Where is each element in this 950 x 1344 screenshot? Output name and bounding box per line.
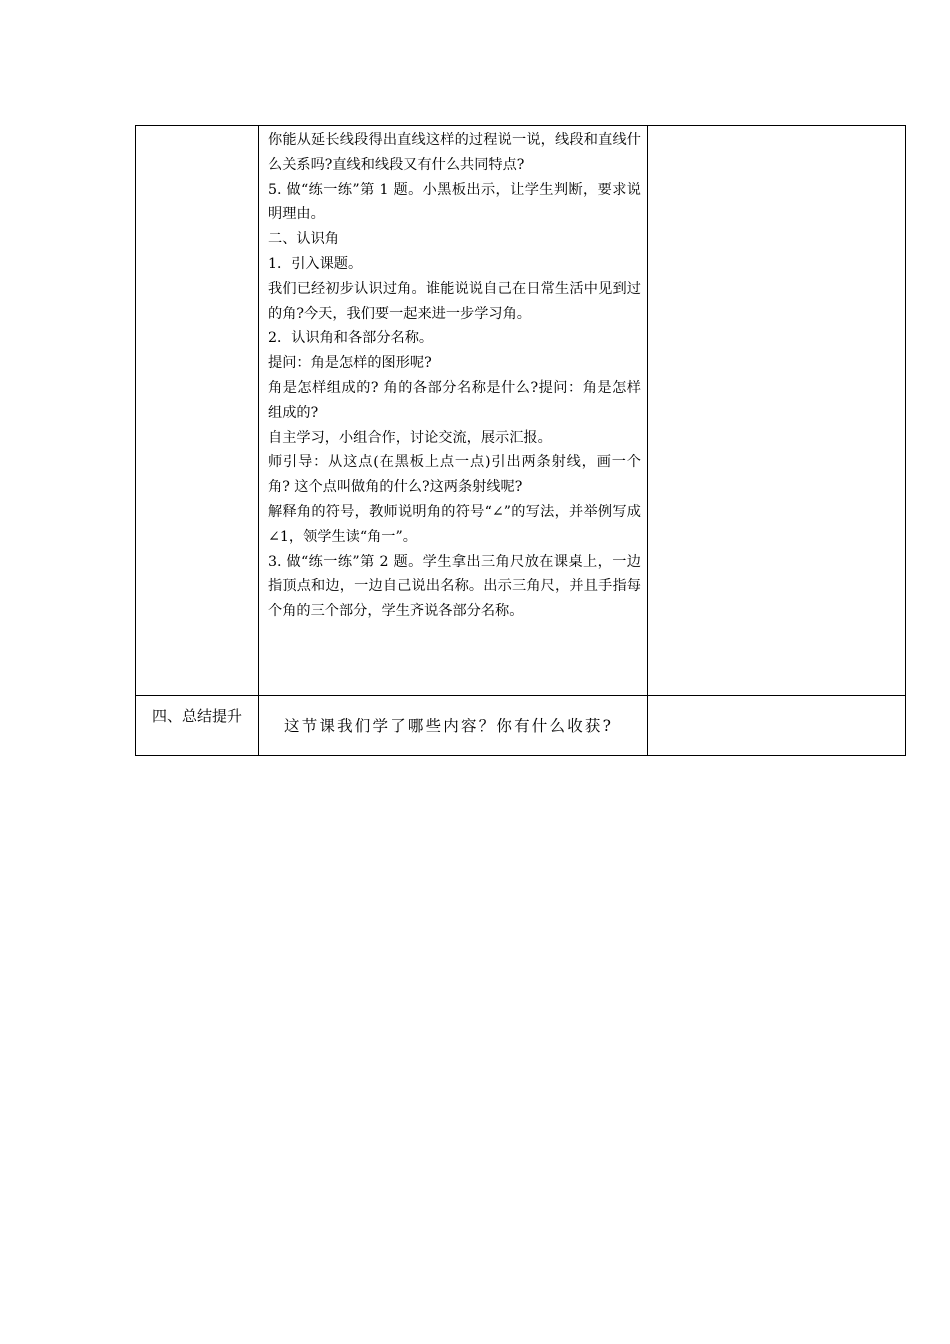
- summary-question: 这节课我们学了哪些内容？你有什么收获?: [284, 717, 614, 735]
- content-paragraph: 角是怎样组成的? 角的各部分名称是什么?提问：角是怎样组成的?: [268, 379, 641, 421]
- content-cell: [259, 696, 648, 756]
- content-paragraph: 我们已经初步认识过角。谁能说说自己在日常生活中见到过的角?今天，我们要一起来进一步学习角。: [268, 280, 641, 322]
- stage-cell: [136, 696, 259, 756]
- table-row: [136, 126, 906, 696]
- content-paragraph: 解释角的符号，教师说明角的符号“∠”的写法，并举例写成∠1，领学生读“角一”。: [268, 503, 641, 545]
- content-paragraph: 你能从延长线段得出直线这样的过程说一说，线段和直线什么关系吗?直线和线段又有什么共同特点?: [268, 132, 641, 173]
- content-paragraph: 自主学习，小组合作，讨论交流，展示汇报。: [268, 429, 552, 446]
- stage-label: [136, 126, 258, 137]
- content-paragraph: 3. 做“练一练”第 2 题。学生拿出三角尺放在课桌上，一边指顶点和边，一边自己说出名称。出示三角尺，并且手指每个角的三个部分，学生齐说各部分名称。: [268, 553, 641, 620]
- content-cell: [259, 126, 648, 696]
- notes-cell: [648, 126, 906, 696]
- content-paragraph: 1．引入课题。: [268, 255, 363, 272]
- lesson-plan-table: [135, 125, 906, 756]
- content-paragraph: 提问：角是怎样的图形呢?: [268, 355, 432, 372]
- notes-cell: [648, 696, 906, 756]
- content-paragraph: 2．认识角和各部分名称。: [268, 330, 434, 347]
- content-paragraph: 师引导：从这点(在黑板上点一点)引出两条射线，画一个角? 这个点叫做角的什么?这两条射线呢?: [268, 454, 641, 496]
- table-row: [136, 696, 906, 756]
- section-heading: 二、认识角: [268, 231, 339, 248]
- content-block: [259, 126, 647, 624]
- stage-cell: [136, 126, 259, 696]
- content-paragraph: 5. 做“练一练”第 1 题。小黑板出示，让学生判断，要求说明理由。: [268, 181, 641, 223]
- stage-label: 四、总结提升: [151, 707, 242, 725]
